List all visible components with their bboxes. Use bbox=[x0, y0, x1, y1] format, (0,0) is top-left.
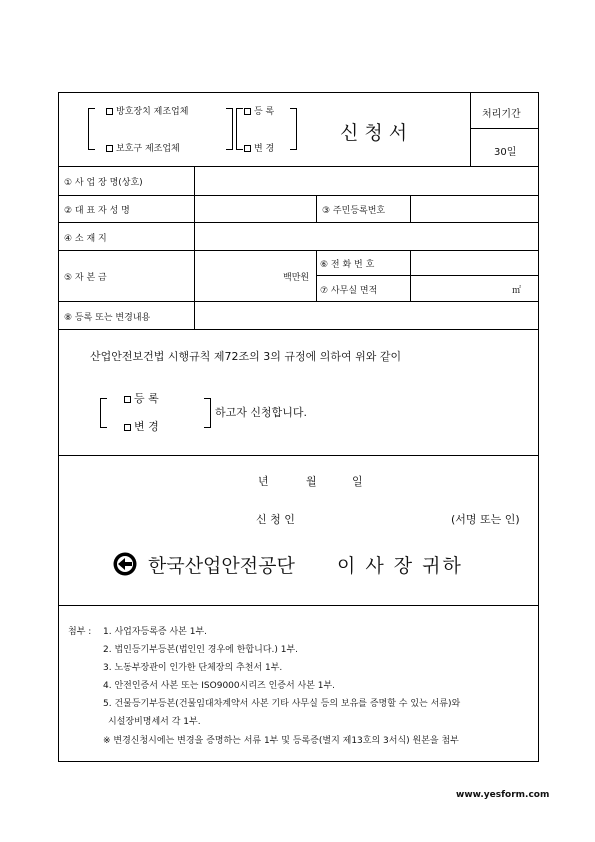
field-label-capital: ⑤ 자 본 금 bbox=[64, 273, 107, 283]
checkbox-icon[interactable] bbox=[124, 424, 131, 431]
checkbox-icon[interactable] bbox=[106, 108, 113, 115]
action-register-label: 등 록 bbox=[254, 107, 275, 117]
checkbox-icon[interactable] bbox=[244, 108, 251, 115]
column-divider bbox=[410, 195, 411, 222]
sign-note: (서명 또는 인) bbox=[451, 513, 520, 526]
phone-input[interactable] bbox=[412, 252, 537, 273]
office-area-unit: ㎡ bbox=[512, 286, 522, 296]
attachment-item: 1. 사업자등록증 사본 1부. bbox=[103, 627, 208, 637]
processing-label: 처리기간 bbox=[482, 109, 521, 120]
company-type-bracket-left bbox=[88, 108, 95, 150]
statement-register-label: 등 록 bbox=[134, 392, 159, 405]
applicant-label: 신 청 인 bbox=[256, 513, 295, 526]
checkbox-icon[interactable] bbox=[124, 396, 131, 403]
action-change-option[interactable] bbox=[244, 141, 274, 154]
checkbox-icon[interactable] bbox=[244, 145, 251, 152]
column-divider bbox=[194, 166, 195, 329]
row-divider bbox=[58, 222, 539, 223]
statement-suffix: 하고자 신청합니다. bbox=[215, 406, 308, 419]
company-type-protective-label: 방호장치 제조업체 bbox=[116, 107, 189, 117]
field-label-representative: ② 대 표 자 성 명 bbox=[64, 206, 130, 216]
section-divider bbox=[58, 605, 539, 606]
field-label-resident-number: ③ 주민등록번호 bbox=[322, 206, 386, 216]
addressee-org: 한국산업안전공단 bbox=[148, 555, 295, 577]
kosha-logo-icon bbox=[113, 552, 137, 576]
date-year: 년 bbox=[258, 475, 269, 488]
capital-unit: 백만원 bbox=[283, 273, 310, 283]
column-divider bbox=[410, 250, 411, 301]
attachment-note: ※ 변경신청시에는 변경을 증명하는 서류 1부 및 등록증(별지 제13호의 3서식) 원본을 첨부 bbox=[103, 736, 459, 746]
details-input[interactable] bbox=[196, 303, 537, 327]
form-title: 신청서 bbox=[340, 122, 414, 144]
row-divider bbox=[58, 195, 539, 196]
row-divider bbox=[58, 301, 539, 302]
field-label-office-area: ⑦ 사무실 면적 bbox=[320, 286, 378, 296]
processing-box-border bbox=[470, 92, 471, 166]
row-divider bbox=[316, 275, 539, 276]
attachment-item: 시설장비명세서 각 1부. bbox=[108, 717, 201, 727]
row-divider bbox=[58, 250, 539, 251]
row-divider bbox=[58, 166, 539, 167]
attachments-label: 첨부 : bbox=[68, 627, 92, 637]
company-type-protective-option[interactable] bbox=[106, 104, 188, 117]
action-register-option[interactable] bbox=[244, 104, 274, 117]
footer-url[interactable]: www.yesform.com bbox=[456, 790, 550, 800]
representative-input[interactable] bbox=[196, 197, 314, 220]
field-label-address: ④ 소 재 지 bbox=[64, 234, 107, 244]
attachment-item: 4. 안전인증서 사본 또는 ISO9000시리즈 인증서 사본 1부. bbox=[103, 681, 336, 691]
processing-divider bbox=[470, 128, 539, 129]
row-divider bbox=[58, 329, 539, 330]
address-input[interactable] bbox=[196, 224, 537, 248]
field-label-business-name: ① 사 업 장 명(상호) bbox=[64, 178, 143, 188]
attachment-item: 2. 법인등기부등본(법인인 경우에 한합니다.) 1부. bbox=[103, 645, 298, 655]
action-bracket-left bbox=[236, 108, 243, 150]
checkbox-icon[interactable] bbox=[106, 145, 113, 152]
company-type-gear-option[interactable] bbox=[106, 141, 180, 154]
date-month: 월 bbox=[306, 475, 317, 488]
company-type-bracket-right bbox=[226, 108, 233, 150]
date-day: 일 bbox=[352, 475, 363, 488]
statement-change-option[interactable] bbox=[124, 418, 159, 434]
field-label-details: ⑧ 등록 또는 변경내용 bbox=[64, 313, 151, 323]
action-change-label: 변 경 bbox=[254, 144, 275, 154]
statement-bracket-right bbox=[204, 398, 211, 428]
column-divider bbox=[316, 250, 317, 301]
statement-bracket-left bbox=[100, 398, 107, 428]
column-divider bbox=[316, 195, 317, 222]
action-bracket-right bbox=[290, 108, 297, 150]
statement-change-label: 변 경 bbox=[134, 420, 159, 433]
company-type-gear-label: 보호구 제조업체 bbox=[116, 144, 180, 154]
capital-input[interactable] bbox=[196, 252, 280, 299]
addressee-title: 이 사 장 귀하 bbox=[337, 555, 463, 577]
section-divider bbox=[58, 455, 539, 456]
office-area-input[interactable] bbox=[412, 277, 508, 299]
processing-days: 30일 bbox=[494, 147, 517, 158]
field-label-phone: ⑥ 전 화 번 호 bbox=[320, 260, 375, 270]
attachment-item: 3. 노동부장관이 인가한 단체장의 추천서 1부. bbox=[103, 663, 283, 673]
statement-register-option[interactable] bbox=[124, 390, 159, 406]
resident-number-input[interactable] bbox=[412, 197, 537, 220]
statement-text: 산업안전보건법 시행규칙 제72조의 3의 규정에 의하여 위와 같이 bbox=[90, 350, 402, 363]
business-name-input[interactable] bbox=[196, 168, 537, 193]
attachment-item: 5. 건물등기부등본(건물임대차계약서 사본 기타 사무실 등의 보유를 증명할 수 있는 서류)와 bbox=[103, 699, 461, 709]
